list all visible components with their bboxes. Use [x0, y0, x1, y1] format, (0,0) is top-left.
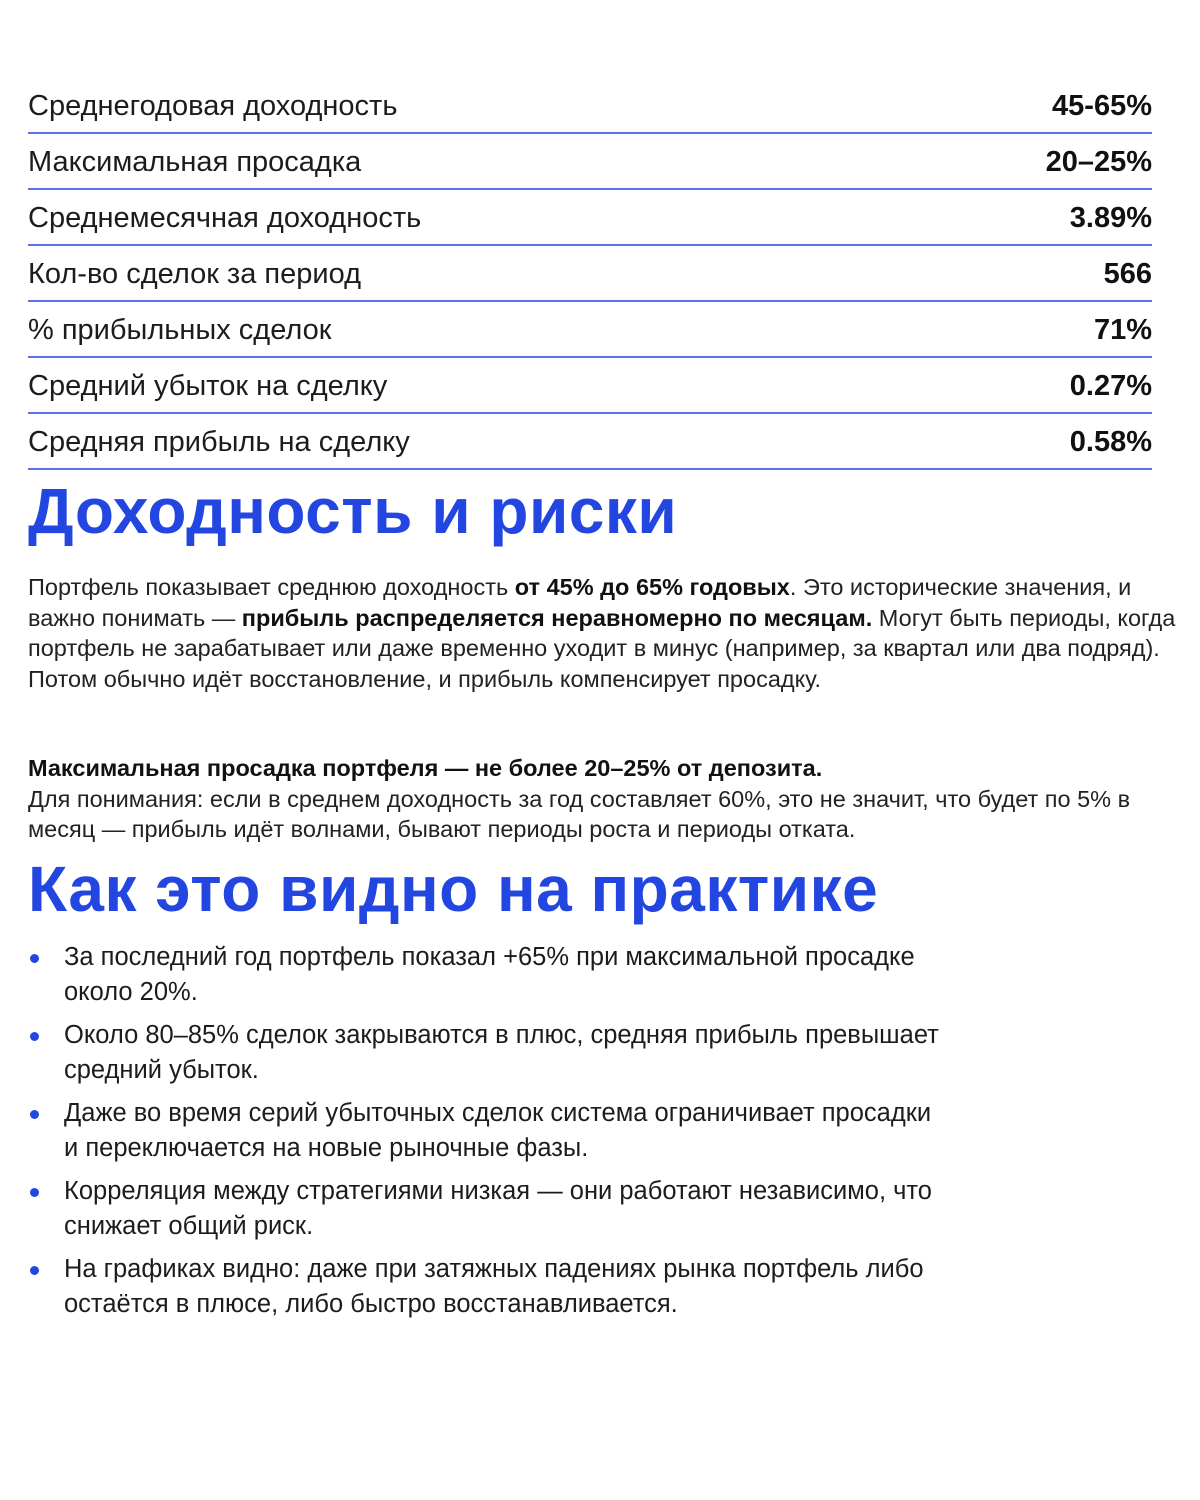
- list-item: [28, 1252, 944, 1322]
- paragraph-returns: [28, 572, 1198, 694]
- metric-value: 0.58%: [1069, 425, 1152, 458]
- list-item-text: На графиках видно: даже при затяжных падениях рынка портфель либо остаётся в плюсе, либо быстро восстанавливается.: [64, 1255, 924, 1318]
- paragraph-bold: Максимальная просадка портфеля — не более 20–25% от депозита.: [28, 755, 823, 781]
- metric-value: 0.27%: [1069, 369, 1152, 402]
- metric-value: 71%: [1093, 313, 1152, 346]
- bullet-icon: [30, 1266, 39, 1275]
- list-item: [28, 1018, 944, 1088]
- list-item-text: Корреляция между стратегиями низкая — они работают независимо, что снижает общий риск.: [64, 1177, 932, 1240]
- metric-label: Средний убыток на сделку: [28, 369, 388, 402]
- metric-label: Среднемесячная доходность: [28, 201, 422, 234]
- section-heading-risk: Доходность и риски: [28, 475, 678, 547]
- list-item: [28, 940, 944, 1010]
- metric-label: Кол-во сделок за период: [28, 257, 361, 290]
- metric-row: [28, 360, 1152, 414]
- metric-row: [28, 304, 1152, 358]
- bullet-icon: [30, 1032, 39, 1041]
- metric-label: Средняя прибыль на сделку: [28, 425, 410, 458]
- metric-row: [28, 416, 1152, 470]
- metric-value: 20–25%: [1045, 145, 1152, 178]
- list-item: [28, 1096, 944, 1166]
- bullet-icon: [30, 954, 39, 963]
- metric-value: 566: [1103, 257, 1152, 290]
- metric-label: Среднегодовая доходность: [28, 89, 398, 122]
- paragraph-bold: от 45% до 65% годовых: [514, 574, 790, 600]
- metric-value: 3.89%: [1069, 201, 1152, 234]
- paragraph-text: . Это исторические значения, и важно понимать —: [28, 574, 1132, 631]
- metric-label: Максимальная просадка: [28, 145, 362, 178]
- practice-list: [28, 940, 1028, 1330]
- list-item-text: Около 80–85% сделок закрываются в плюс, средняя прибыль превышает средний убыток.: [64, 1021, 939, 1084]
- metric-value: 45-65%: [1052, 89, 1152, 122]
- metric-row: [28, 192, 1152, 246]
- metric-row: [28, 136, 1152, 190]
- list-item-text: За последний год портфель показал +65% при максимальной просадке около 20%.: [64, 943, 915, 1006]
- list-item-text: Даже во время серий убыточных сделок система ограничивает просадки и переключается на новые рыночные фазы.: [64, 1099, 932, 1162]
- bullet-icon: [30, 1110, 39, 1119]
- metric-row: [28, 80, 1152, 134]
- metrics-table: [28, 80, 1152, 472]
- paragraph-bold: прибыль распределяется неравномерно по месяцам.: [241, 604, 873, 631]
- paragraph-text: Портфель показывает среднюю доходность: [28, 574, 515, 600]
- bullet-icon: [30, 1188, 39, 1197]
- paragraph-text: Могут быть периоды, когда портфель не зарабатывает или даже временно уходит в минус (например, за квартал или два подряд). Потом обычно идёт восстановление, и прибыль компенсирует просадку.: [28, 604, 1176, 692]
- section-heading-practice: Как это видно на практике: [28, 853, 879, 925]
- paragraph-drawdown: [28, 753, 1198, 845]
- metric-label: % прибыльных сделок: [28, 313, 332, 346]
- metric-row: [28, 248, 1152, 302]
- list-item: [28, 1174, 944, 1244]
- paragraph-text: Для понимания: если в среднем доходность за год составляет 60%, это не значит, что будет по 5% в месяц — прибыль идёт волнами, бывают периоды роста и периоды отката.: [28, 785, 1131, 842]
